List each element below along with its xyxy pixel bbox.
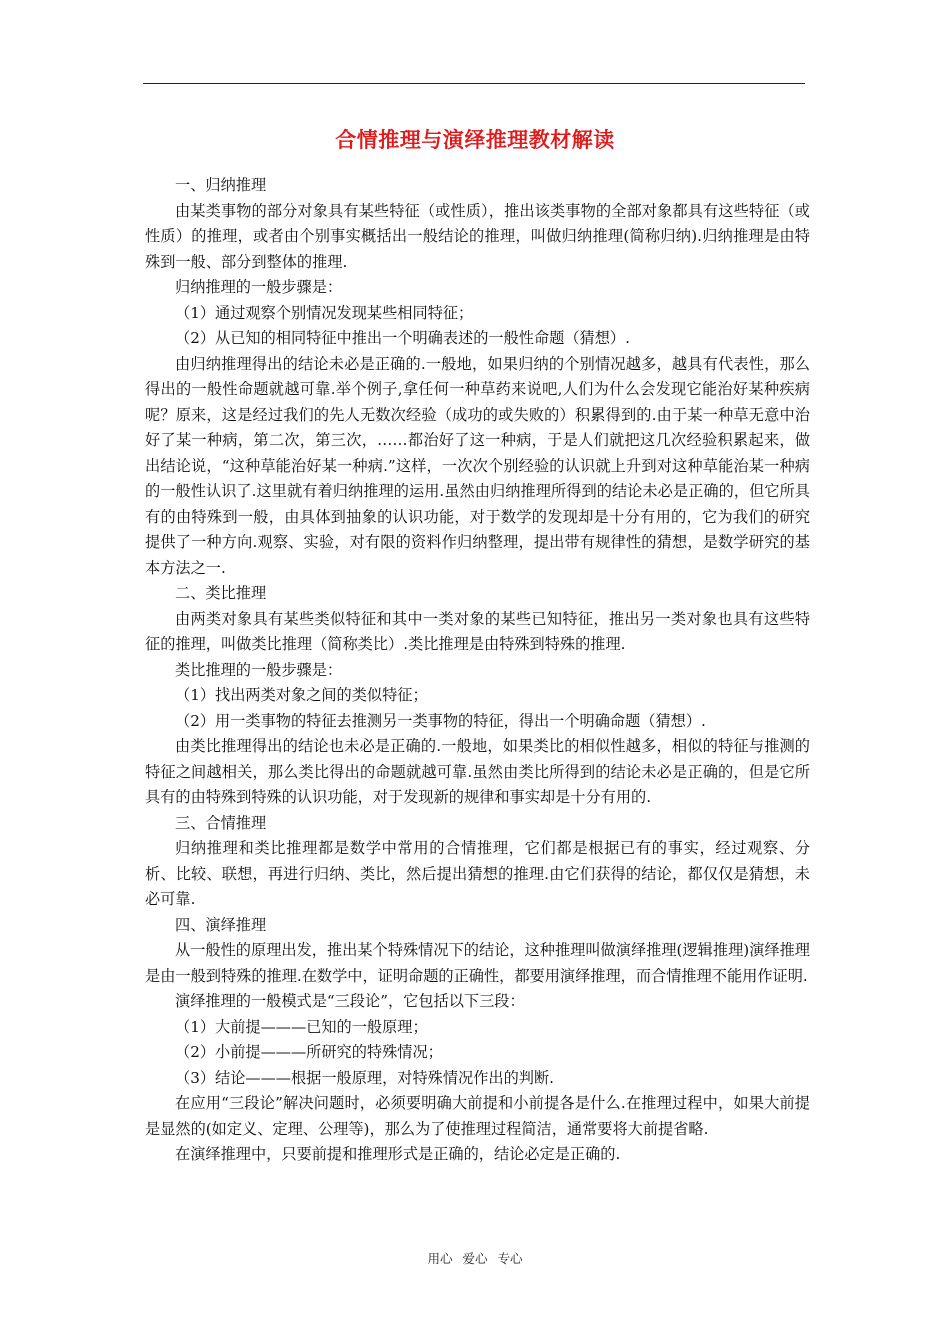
- section-heading-plausible: 三、合情推理: [175, 813, 267, 832]
- paragraph: 从一般性的原理出发，推出某个特殊情况下的结论，这种推理叫做演绎推理(逻辑推理)演绎推理是由一般到特殊的推理.在数学中，证明命题的正确性，都要用演绎推理，而合情推理不能用作证明.: [145, 941, 810, 985]
- paragraph: 由类比推理得出的结论也未必是正确的.一般地，如果类比的相似性越多，相似的特征与推测的特征之间越相关，那么类比得出的命题就越可靠.虽然由类比所得到的结论未必是正确的，但是它所具有的由特殊到特殊的认识功能，对于发现新的规律和事实却是十分有用的.: [145, 737, 810, 806]
- list-item: （3）结论———根据一般原理，对特殊情况作出的判断.: [175, 1068, 554, 1087]
- list-item: （2）从已知的相同特征中推出一个明确表述的一般性命题（猜想）.: [175, 329, 630, 347]
- document-body: [145, 173, 810, 1168]
- paragraph: 在应用“三段论”解决问题时，必须要明确大前提和小前提各是什么.在推理过程中，如果大前提是显然的(如定义、定理、公理等)，那么为了使推理过程简洁，通常要将大前提省略.: [145, 1094, 810, 1138]
- paragraph: 在演绎推理中，只要前提和推理形式是正确的，结论必定是正确的.: [175, 1145, 621, 1163]
- paragraph: 由两类对象具有某些类似特征和其中一类对象的某些已知特征，推出另一类对象也具有这些特征的推理，叫做类比推理（简称类比）.类比推理是由特殊到特殊的推理.: [145, 609, 810, 653]
- paragraph: 由某类事物的部分对象具有某些特征（或性质），推出该类事物的全部对象都具有这些特征（或性质）的推理，或者由个别事实概括出一般结论的推理，叫做归纳推理(简称归纳).归纳推理是由特殊到一般、部分到整体的推理.: [145, 201, 810, 271]
- section-heading-induction: 一、归纳推理: [175, 176, 267, 194]
- section-heading-analogy: 二、类比推理: [175, 584, 267, 602]
- list-item: （1）大前提———已知的一般原理；: [175, 1017, 428, 1036]
- section-heading-deduction: 四、演绎推理: [175, 915, 267, 934]
- paragraph: 归纳推理的一般步骤是：: [175, 278, 343, 296]
- list-item: （2）小前提———所研究的特殊情况；: [175, 1043, 443, 1061]
- page-footer: 用心 爱心 专心: [427, 1251, 523, 1266]
- list-item: （1）找出两类对象之间的类似特征；: [175, 686, 428, 704]
- header-rule: [143, 83, 805, 84]
- document-title: 合情推理与演绎推理教材解读: [335, 128, 615, 152]
- list-item: （2）用一类事物的特征去推测另一类事物的特征，得出一个明确命题（猜想）.: [175, 711, 706, 730]
- paragraph: 归纳推理和类比推理都是数学中常用的合情推理，它们都是根据已有的事实，经过观察、分析、比较、联想，再进行归纳、类比，然后提出猜想的推理.由它们获得的结论，都仅仅是猜想，未必可靠.: [145, 839, 810, 908]
- paragraph: 类比推理的一般步骤是：: [175, 660, 343, 679]
- list-item: （1）通过观察个别情况发现某些相同特征；: [175, 303, 474, 322]
- paragraph: 演绎推理的一般模式是“三段论”，它包括以下三段：: [175, 992, 525, 1010]
- paragraph: 由归纳推理得出的结论未必是正确的.一般地，如果归纳的个别情况越多，越具有代表性，那么得出的一般性命题就越可靠.举个例子,拿任何一种草药来说吧,人们为什么会发现它能治好某种疾病呢？原来，这是经过我们的先人无数次经验（成功的或失败的）积累得到的.由于某一种草无意中治好了某一种病，第二次，第三次，……都治好了这一种病，于是人们就把这几次经验积累起来，做出结论说，“这种草能治好某一种病.”这样，一次次个别经验的认识就上升到对这种草能治某一种病的一般性认识了.这里就有着归纳推理的运用.虽然由归纳推理所得到的结论未必是正确的，但它所具有的由特殊到一般，由具体到抽象的认识功能，对于数学的发现却是十分有用的，它为我们的研究提供了一种方向.观察、实验，对有限的资料作归纳整理，提出带有规律性的猜想，是数学研究的基本方法之一.: [145, 354, 810, 577]
